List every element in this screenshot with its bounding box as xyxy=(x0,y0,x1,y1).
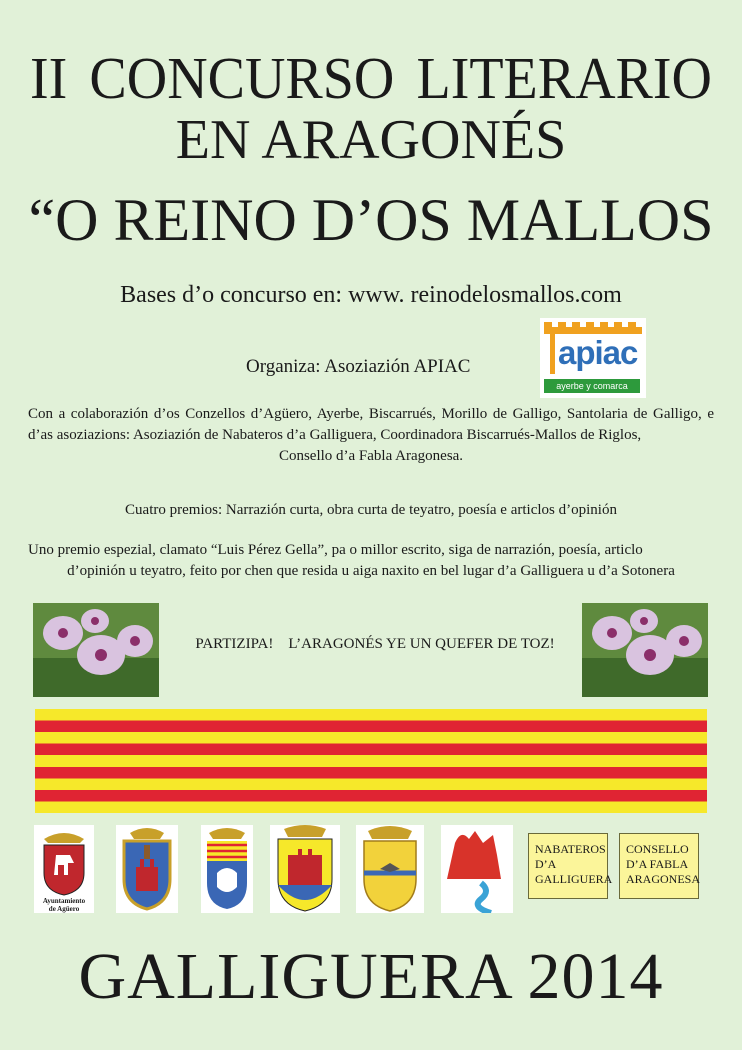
shield-caption-line-1: Ayuntamiento xyxy=(42,897,86,905)
apiac-logo-subtitle: ayerbe y comarca xyxy=(544,379,640,393)
morillo-coat-of-arms-icon xyxy=(356,825,424,913)
nabateros-line-1: NABATEROS xyxy=(535,842,606,856)
colaboracion-main: Con a colaborazión d’os Conzellos d’Agüero, Ayerbe, Biscarrués, Morillo de Galligo, Santolaria de Galligo, e d’as asoziazions: Asoziazión de Nabateros d’a Galliguera, Coordinadora Biscarrués-Mallos de Riglos, xyxy=(28,406,714,443)
ayerbe-coat-of-arms-icon xyxy=(201,825,253,913)
bases-text: Bases d’o concurso en: www. reinodelosmallos.com xyxy=(120,282,622,308)
title-word-2: CONCURSO xyxy=(89,46,395,112)
title-line-1 xyxy=(30,46,712,111)
castle-battlement-icon xyxy=(544,322,642,334)
consello-box xyxy=(619,833,699,899)
coordinadora-logo-icon xyxy=(441,825,513,913)
consello-line-1: CONSELLO xyxy=(626,842,689,856)
premio-especial-last: d’opinión u teyatro, feito por chen que resida u aiga naxito en bel lugar d’a Galliguera u d’a Sotonera xyxy=(67,563,675,579)
geranium-flowers-image-left xyxy=(33,603,159,697)
colaboracion-paragraph xyxy=(28,404,714,467)
footer-title: GALLIGUERA 2014 xyxy=(78,940,664,1013)
partizipa-text: PARTIZIPA! L’ARAGONÉS YE UN QUEFER DE TOZ! xyxy=(195,636,555,652)
aguero-coat-of-arms-icon xyxy=(34,825,94,913)
shield-caption-line-2: de Agüero xyxy=(48,905,80,913)
geranium-flowers-image-right xyxy=(582,603,708,697)
title-word-3: LITERARIO xyxy=(416,46,712,112)
consello-line-3: ARAGONESA xyxy=(626,872,701,886)
logo-bar xyxy=(550,328,555,374)
premio-especial-paragraph xyxy=(28,540,714,582)
organiza-text: Organiza: Asoziazión APIAC xyxy=(246,356,471,377)
biscarrues-coat-of-arms-icon xyxy=(270,825,340,913)
premios-text: Cuatro premios: Narrazión curta, obra curta de teyatro, poesía e articlos d’opinión xyxy=(125,502,617,518)
nabateros-line-3: GALLIGUERA xyxy=(535,872,613,886)
premio-especial-main: Uno premio espezial, clamato “Luis Pérez Gella”, pa o millor escrito, siga de narrazión, poesía, articlo xyxy=(28,542,643,558)
nabateros-box xyxy=(528,833,613,899)
aragon-flag-stripes xyxy=(35,709,707,813)
title-line-3: “O REINO D’OS MALLOS xyxy=(28,187,714,253)
colaboracion-last: Consello d’a Fabla Aragonesa. xyxy=(278,448,464,464)
title-word-1: II xyxy=(30,46,68,112)
nabateros-line-2: D’A xyxy=(535,857,557,871)
consello-line-2: D’A FABLA xyxy=(626,857,689,871)
title-line-2: EN ARAGONÉS xyxy=(175,109,567,171)
santolaria-coat-of-arms-icon xyxy=(116,825,178,913)
apiac-logo-word: apiac xyxy=(558,334,638,371)
apiac-logo xyxy=(540,318,646,398)
